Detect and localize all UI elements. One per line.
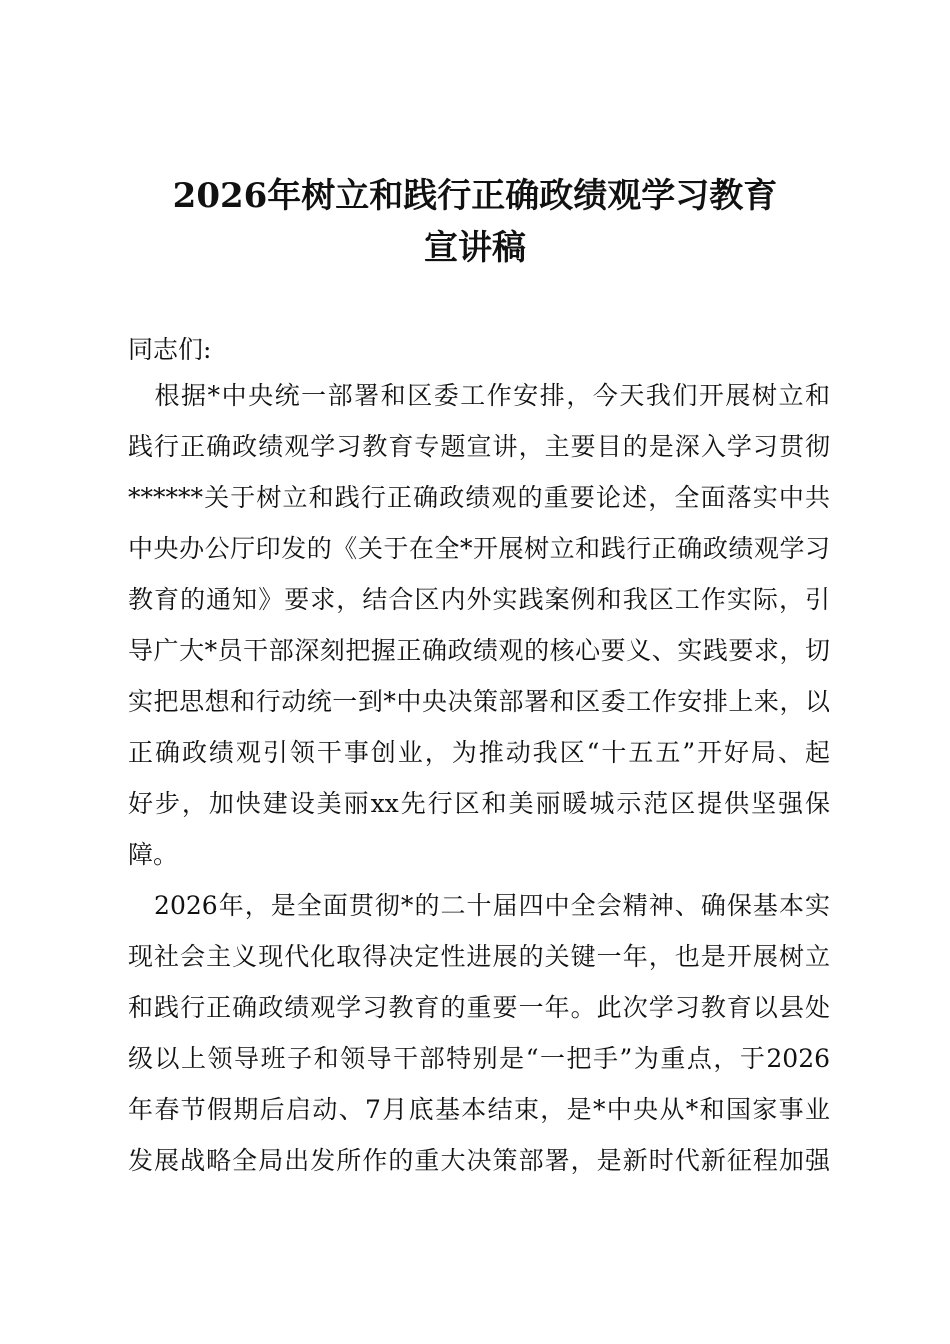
paragraph-line: 正确政绩观引领干事创业，为推动我区“十五五”开好局、起 — [128, 738, 830, 767]
paragraph-line: 发展战略全局出发所作的重大决策部署，是新时代新征程加强 — [128, 1146, 830, 1175]
paragraph-line: 年春节假期后启动、7月底基本结束，是*中央从*和国家事业 — [128, 1095, 830, 1124]
paragraph-line: 障。 — [128, 840, 179, 869]
paragraph-line: 好步，加快建设美丽xx先行区和美丽暖城示范区提供坚强保 — [128, 789, 830, 818]
paragraph-line: 教育的通知》要求，结合区内外实践案例和我区工作实际，引 — [128, 585, 830, 614]
paragraph-line: 现社会主义现代化取得决定性进展的关键一年，也是开展树立 — [128, 942, 830, 971]
paragraph-line: 和践行正确政绩观学习教育的重要一年。此次学习教育以县处 — [128, 993, 830, 1022]
document-title-line2: 宣讲稿 — [424, 228, 526, 268]
paragraph — [128, 370, 830, 880]
document-body — [128, 370, 830, 1186]
document-title-line1: 2026年树立和践行正确政绩观学习教育 — [172, 176, 778, 216]
paragraph-line: 根据*中央统一部署和区委工作安排，今天我们开展树立和 — [128, 381, 830, 410]
paragraph-line: 2026年，是全面贯彻*的二十届四中全会精神、确保基本实 — [128, 891, 830, 920]
salutation: 同志们: — [128, 335, 212, 364]
paragraph-line: ******关于树立和践行正确政绩观的重要论述，全面落实中共 — [128, 483, 830, 512]
paragraph — [128, 880, 830, 1186]
paragraph-line: 级以上领导班子和领导干部特别是“一把手”为重点，于2026 — [128, 1044, 830, 1073]
paragraph-line: 实把思想和行动统一到*中央决策部署和区委工作安排上来，以 — [128, 687, 830, 716]
paragraph-line: 中央办公厅印发的《关于在全*开展树立和践行正确政绩观学习 — [128, 534, 830, 563]
paragraph-line: 导广大*员干部深刻把握正确政绩观的核心要义、实践要求，切 — [128, 636, 830, 665]
paragraph-line: 践行正确政绩观学习教育专题宣讲，主要目的是深入学习贯彻 — [128, 432, 830, 461]
